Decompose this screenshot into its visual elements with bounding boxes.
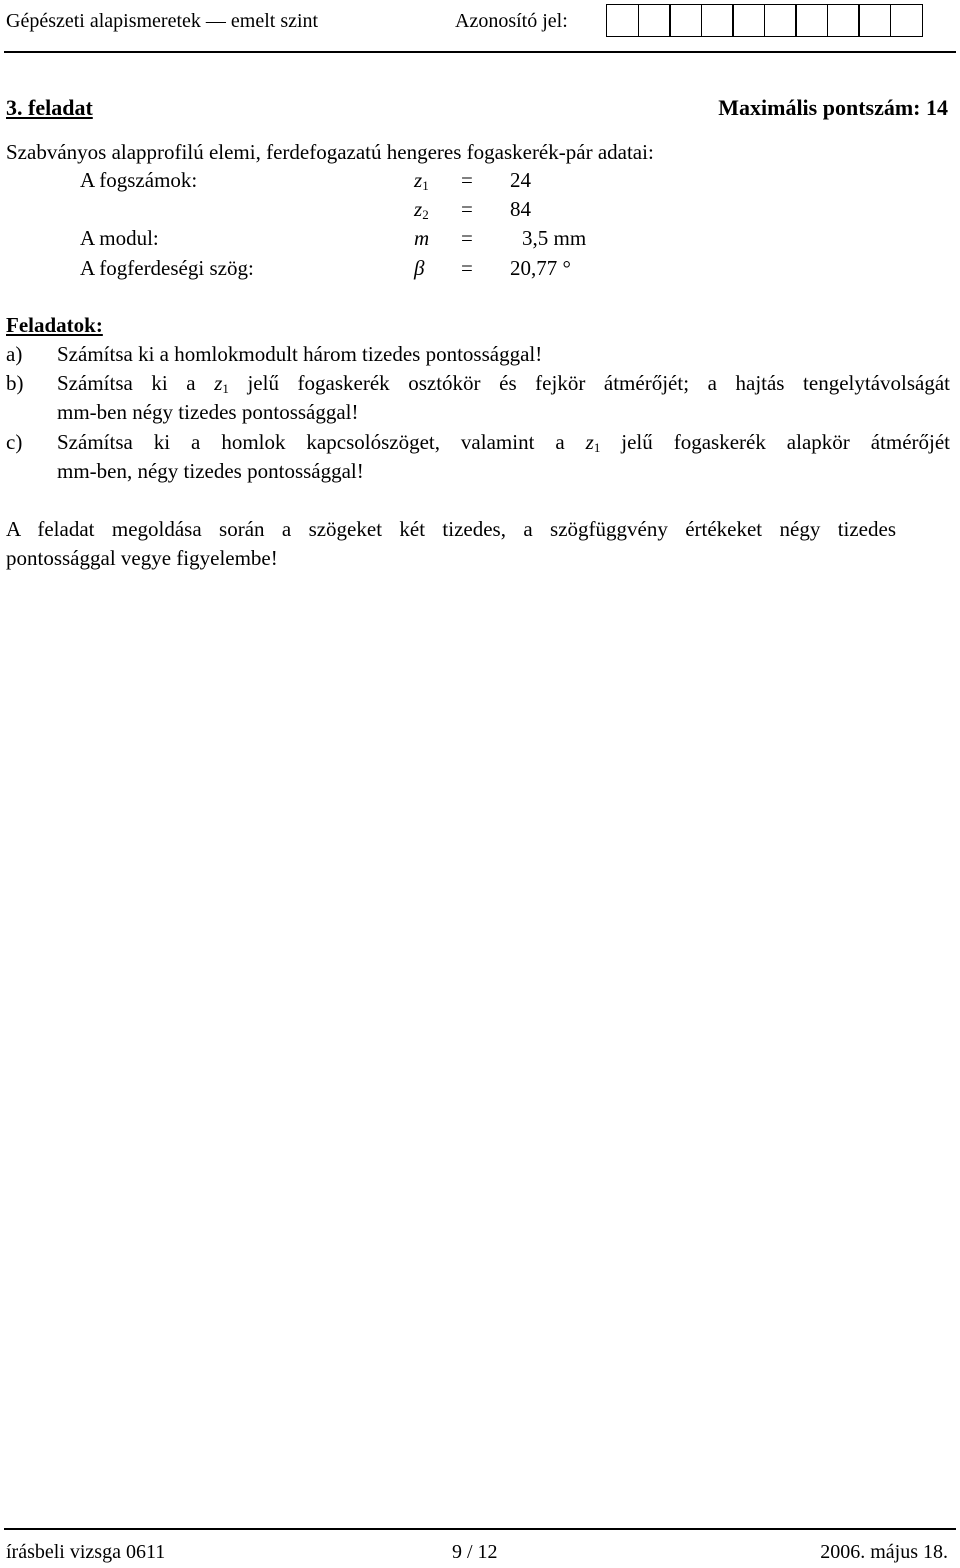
id-label: Azonosító jel: xyxy=(455,10,568,32)
data-symbol: $z_2$ xyxy=(414,197,429,222)
item-letter: a) xyxy=(6,342,23,366)
item-text: Számítsa ki a $z_1$ jelű fogaskerék osztókör és fejkör átmérőjét; a hajtás tengelytávolságát xyxy=(57,371,950,396)
item-letter: b) xyxy=(6,371,24,395)
id-box[interactable] xyxy=(795,4,828,37)
footer-rule xyxy=(4,1528,956,1530)
note-text-continued: pontossággal vegye figyelembe! xyxy=(6,546,278,570)
id-box[interactable] xyxy=(858,4,891,37)
id-box[interactable] xyxy=(827,4,860,37)
id-box[interactable] xyxy=(701,4,734,37)
header-title: Gépészeti alapismeretek — emelt szint xyxy=(6,10,319,32)
id-box[interactable] xyxy=(669,4,702,37)
footer-page-number: 9 / 12 xyxy=(452,1541,498,1563)
data-label: A modul: xyxy=(80,226,159,250)
intro-text: Szabványos alapprofilú elemi, ferdefogazatú hengeres fogaskerék-pár adatai: xyxy=(6,140,654,164)
note-text: A feladat megoldása során a szögeket két tizedes, a szögfüggvény értékeket négy tizedes xyxy=(6,517,896,541)
data-label: A fogszámok: xyxy=(80,168,198,192)
data-symbol: β xyxy=(414,256,425,280)
data-equals: = xyxy=(461,197,473,221)
data-symbol: $z_1$ xyxy=(414,168,429,193)
data-equals: = xyxy=(461,168,473,192)
id-box[interactable] xyxy=(732,4,765,37)
footer-exam: írásbeli vizsga 0611 xyxy=(6,1541,166,1563)
id-box[interactable] xyxy=(890,4,923,37)
tasks-heading: Feladatok: xyxy=(6,313,103,337)
footer-date: 2006. május 18. xyxy=(820,1541,948,1563)
data-value: 3,5 mm xyxy=(522,226,587,250)
data-equals: = xyxy=(461,256,473,280)
id-box[interactable] xyxy=(606,4,639,37)
id-box[interactable] xyxy=(764,4,797,37)
data-value: 24 xyxy=(510,168,531,192)
data-equals: = xyxy=(461,226,473,250)
data-label: A fogferdeségi szög: xyxy=(80,256,254,280)
id-box[interactable] xyxy=(638,4,671,37)
id-boxes xyxy=(606,4,923,37)
item-letter: c) xyxy=(6,430,23,454)
item-text-continued: mm-ben négy tizedes pontossággal! xyxy=(57,400,359,424)
header-rule xyxy=(4,51,956,53)
max-points: Maximális pontszám: 14 xyxy=(718,95,948,120)
data-value: 84 xyxy=(510,197,531,221)
item-text: Számítsa ki a homlokmodult három tizedes pontossággal! xyxy=(57,342,543,366)
data-value: 20,77 ° xyxy=(510,256,571,280)
data-symbol: m xyxy=(414,226,430,250)
item-text-continued: mm-ben, négy tizedes pontossággal! xyxy=(57,459,364,483)
task-number: 3. feladat xyxy=(6,95,93,120)
item-text: Számítsa ki a homlok kapcsolószöget, valamint a $z_1$ jelű fogaskerék alapkör átmérőjét xyxy=(57,430,951,455)
